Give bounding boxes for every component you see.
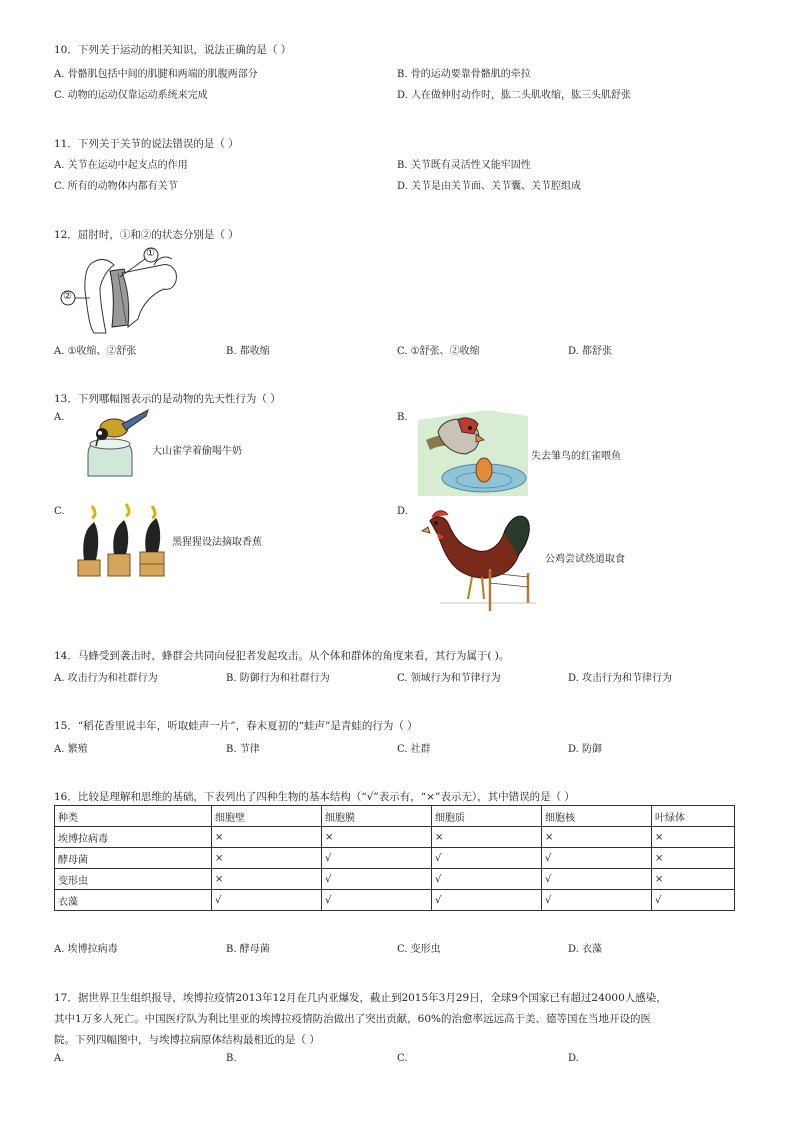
table-cell: √ xyxy=(432,848,542,869)
table-row xyxy=(55,827,735,848)
table-header-row xyxy=(55,806,735,827)
table-cell: × xyxy=(652,827,735,848)
table-cell: √ xyxy=(652,890,735,911)
table-cell: 酵母菌 xyxy=(55,848,212,869)
table-cell: × xyxy=(432,827,542,848)
label-muscle-2: ② xyxy=(63,291,72,302)
table-header-cell: 细胞核 xyxy=(542,806,652,827)
table-cell: 变形虫 xyxy=(55,869,212,890)
q11-option-d: D. 关节是由关节面、关节囊、关节腔组成 xyxy=(397,181,582,192)
q16-option-b: B. 酵母菌 xyxy=(226,944,270,955)
q13-option-a-label: A. xyxy=(54,412,65,423)
table-cell: √ xyxy=(542,848,652,869)
structure-table xyxy=(54,805,735,911)
q11-option-c: C. 所有的动物体内都有关节 xyxy=(54,181,178,192)
table-cell: × xyxy=(652,869,735,890)
q11-stem: 11．下列关于关节的说法错误的是（ ） xyxy=(54,138,239,150)
q17-option-b: B. xyxy=(226,1053,237,1064)
great-tit-milk-image xyxy=(78,410,148,476)
q11-option-b: B. 关节既有灵活性又能牢固性 xyxy=(397,160,531,171)
q17-line-2: 其中1万多人死亡。中国医疗队为利比里亚的埃博拉疫情防治做出了突出贡献，60%的治愈率远远高于美、德等国在当地开设的医 xyxy=(54,1013,652,1025)
q13-caption-a: 大山雀学着偷喝牛奶 xyxy=(152,446,242,457)
table-cell: × xyxy=(212,848,322,869)
q16-option-a: A. 埃博拉病毒 xyxy=(54,944,118,955)
table-header-cell: 细胞壁 xyxy=(212,806,322,827)
arm-muscle-figure xyxy=(54,243,184,335)
q17-option-a: A. xyxy=(54,1053,65,1064)
table-header-cell: 细胞膜 xyxy=(322,806,432,827)
q10-option-a: A. 骨骼肌包括中间的肌腱和两端的肌腹两部分 xyxy=(54,69,258,80)
q12-option-a: A. ①收缩、②舒张 xyxy=(54,346,137,357)
q16-option-d: D. 衣藻 xyxy=(568,944,603,955)
q10-stem: 10．下列关于运动的相关知识，说法正确的是（ ） xyxy=(54,44,292,56)
q13-option-b-label: B. xyxy=(397,412,408,423)
table-cell: √ xyxy=(212,890,322,911)
table-cell: √ xyxy=(322,848,432,869)
q17-line-1: 17．据世界卫生组织报导，埃博拉疫情2013年12月在几内亚爆发，截止到2015年3月29日，全球9个国家已有超过24000人感染， xyxy=(54,992,667,1004)
q14-stem: 14．马蜂受到袭击时，蜂群会共同向侵犯者发起攻击。从个体和群体的角度来看，其行为属于( )。 xyxy=(54,650,510,662)
chimpanzee-banana-image xyxy=(78,502,170,578)
q15-option-c: C. 社群 xyxy=(397,744,431,755)
rooster-detour-image xyxy=(420,503,538,613)
q14-option-a: A. 攻击行为和社群行为 xyxy=(54,673,158,684)
q10-option-d: D. 人在做伸肘动作时，肱二头肌收缩，肱三头肌舒张 xyxy=(397,90,632,101)
table-cell: 埃博拉病毒 xyxy=(55,827,212,848)
q15-option-a: A. 繁殖 xyxy=(54,744,88,755)
table-cell: √ xyxy=(542,890,652,911)
q14-option-b: B. 防御行为和社群行为 xyxy=(226,673,330,684)
q13-caption-b: 失去雏鸟的红雀喂鱼 xyxy=(531,451,621,462)
table-cell: × xyxy=(212,869,322,890)
q11-option-a: A. 关节在运动中起支点的作用 xyxy=(54,160,188,171)
table-header-cell: 种类 xyxy=(55,806,212,827)
table-cell: 衣藻 xyxy=(55,890,212,911)
table-cell: × xyxy=(542,827,652,848)
q12-option-b: B. 都收缩 xyxy=(226,346,270,357)
table-cell: × xyxy=(322,827,432,848)
table-cell: √ xyxy=(322,869,432,890)
table-cell: √ xyxy=(432,890,542,911)
q12-option-c: C. ①舒张、②收缩 xyxy=(397,346,480,357)
q13-caption-d: 公鸡尝试绕道取食 xyxy=(545,554,625,565)
table-row xyxy=(55,890,735,911)
q17-line-3: 院。下列四幅图中，与埃博拉病原体结构最相近的是（ ） xyxy=(54,1034,320,1046)
q14-option-c: C. 领域行为和节律行为 xyxy=(397,673,501,684)
q14-option-d: D. 攻击行为和节律行为 xyxy=(568,673,673,684)
table-header-cell: 叶绿体 xyxy=(652,806,735,827)
q13-stem: 13．下列哪幅图表示的是动物的先天性行为（ ） xyxy=(54,393,281,405)
q12-stem: 12．屈肘时，①和②的状态分别是（ ） xyxy=(54,229,239,241)
q15-stem: 15．“稻花香里说丰年，听取蛙声一片”，春末夏初的“蛙声”是青蛙的行为（ ） xyxy=(54,720,418,732)
q15-option-d: D. 防御 xyxy=(568,744,603,755)
q16-stem: 16．比较是理解和思维的基础，下表列出了四种生物的基本结构（“√”表示有，“×”表示无），其中错误的是（ ） xyxy=(54,791,575,803)
cardinal-feeding-fish-image xyxy=(418,410,528,496)
q15-option-b: B. 节律 xyxy=(226,744,260,755)
q13-option-d-label: D. xyxy=(397,506,408,517)
q12-option-d: D. 都舒张 xyxy=(568,346,613,357)
q16-option-c: C. 变形虫 xyxy=(397,944,441,955)
table-cell: √ xyxy=(322,890,432,911)
table-row xyxy=(55,869,735,890)
q10-option-c: C. 动物的运动仅靠运动系统来完成 xyxy=(54,90,208,101)
table-cell: √ xyxy=(542,869,652,890)
q17-option-d: D. xyxy=(568,1053,579,1064)
table-header-cell: 细胞质 xyxy=(432,806,542,827)
q10-option-b: B. 骨的运动要靠骨骼肌的牵拉 xyxy=(397,69,531,80)
table-cell: × xyxy=(652,848,735,869)
q13-option-c-label: C. xyxy=(54,506,65,517)
table-row xyxy=(55,848,735,869)
table-cell: √ xyxy=(432,869,542,890)
q17-option-c: C. xyxy=(397,1053,408,1064)
table-cell: × xyxy=(212,827,322,848)
q13-caption-c: 黑猩猩设法摘取香蕉 xyxy=(172,537,262,548)
label-muscle-1: ① xyxy=(146,248,155,259)
